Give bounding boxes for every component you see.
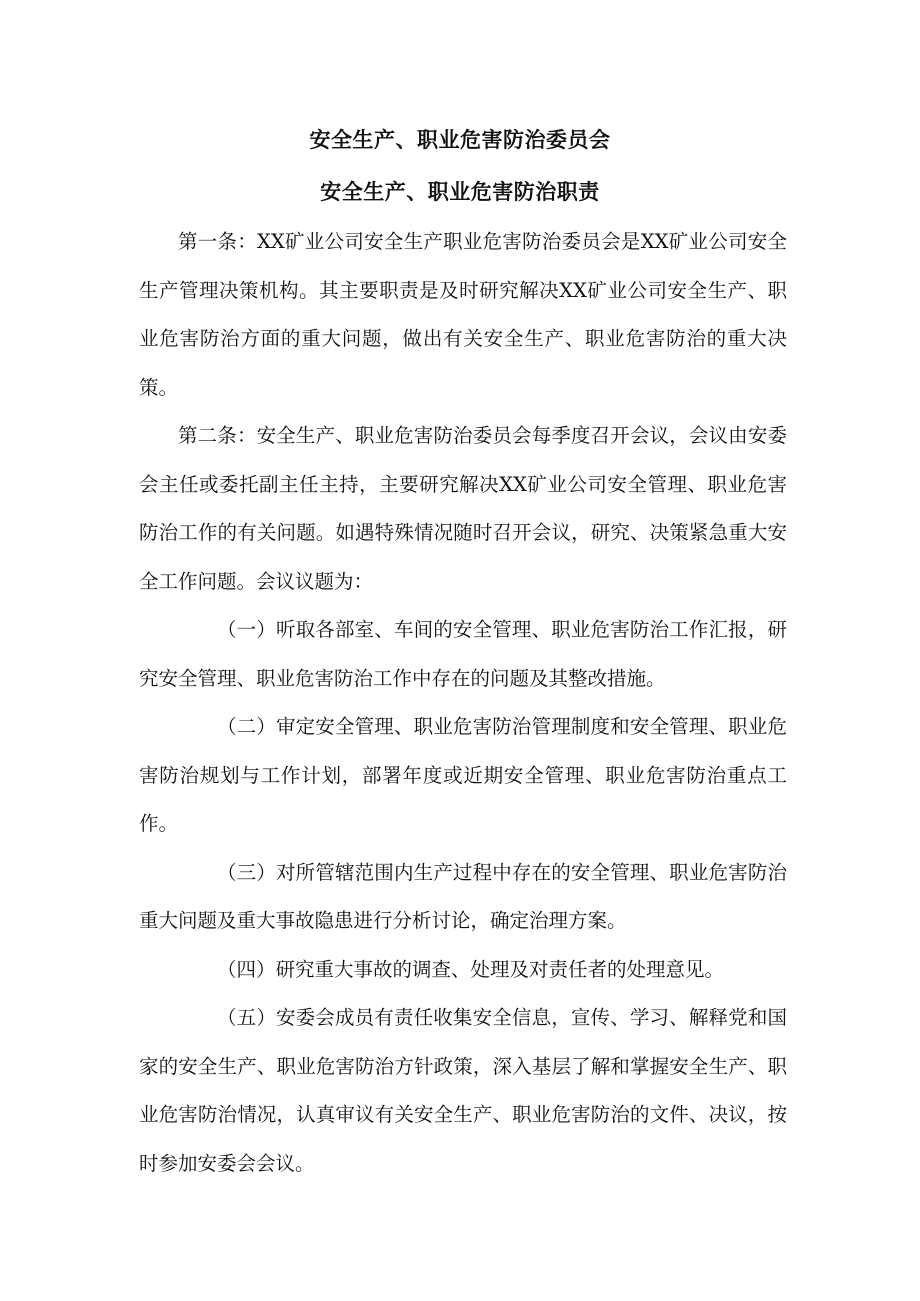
item-2-paragraph: （二）审定安全管理、职业危害防治管理制度和安全管理、职业危害防治规划与工作计划，部署年度或近期安全管理、职业危害防治重点工作。 — [139, 715, 787, 835]
document-title: 安全生产、职业危害防治委员会 — [309, 128, 611, 152]
document-body — [139, 218, 787, 1188]
document-subtitle: 安全生产、职业危害防治职责 — [320, 180, 600, 204]
article-2-paragraph: 第二条：安全生产、职业危害防治委员会每季度召开会议，会议由安委会主任或委托副主任主持，主要研究解决XX矿业公司安全管理、职业危害防治工作的有关问题。如遇特殊情况随时召开会议，研究、决策紧急重大安全工作问题。会议议题为： — [139, 424, 787, 593]
item-4-paragraph: （四）研究重大事故的调查、处理及对责任者的处理意见。 — [217, 957, 725, 981]
article-1-paragraph: 第一条：XX矿业公司安全生产职业危害防治委员会是XX矿业公司安全生产管理决策机构。其主要职责是及时研究解决XX矿业公司安全生产、职业危害防治方面的重大问题，做出有关安全生产、职业危害防治的重大决策。 — [139, 230, 787, 399]
item-5-paragraph: （五）安委会成员有责任收集安全信息，宣传、学习、解释党和国家的安全生产、职业危害防治方针政策，深入基层了解和掌握安全生产、职业危害防治情况，认真审议有关安全生产、职业危害防治的文件、决议，按时参加安委会会议。 — [139, 1006, 787, 1175]
item-1-paragraph: （一）听取各部室、车间的安全管理、职业危害防治工作汇报，研究安全管理、职业危害防治工作中存在的问题及其整改措施。 — [139, 618, 787, 690]
item-3-paragraph: （三）对所管辖范围内生产过程中存在的安全管理、职业危害防治重大问题及重大事故隐患进行分析讨论，确定治理方案。 — [139, 860, 787, 932]
